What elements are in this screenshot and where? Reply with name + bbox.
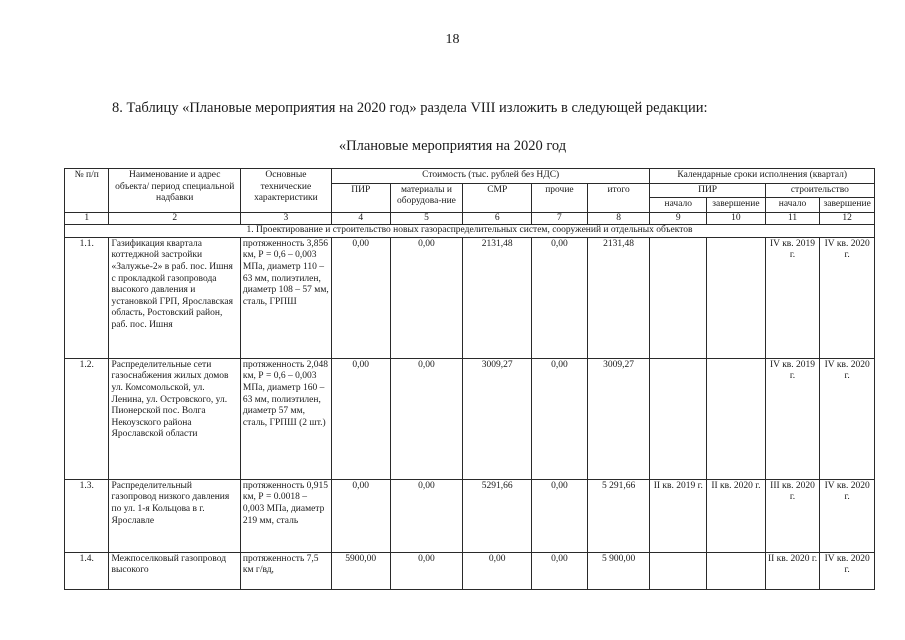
row-pir-end [707, 237, 766, 358]
row-build-start: III кв. 2020 г. [765, 479, 820, 552]
header-schedule-pir: ПИР [650, 183, 765, 198]
row-build-end: IV кв. 2020 г. [820, 479, 875, 552]
col-num: 8 [587, 212, 650, 225]
header-build-end: завершение [820, 198, 875, 213]
col-num: 1 [65, 212, 109, 225]
row-other: 0,00 [532, 358, 588, 479]
header-pir-end: завершение [707, 198, 766, 213]
header-pir: ПИР [331, 183, 390, 212]
header-name: Наименование и адрес объекта/ период специальной надбавки [109, 169, 240, 213]
row-pir-start: II кв. 2019 г. [650, 479, 707, 552]
header-smr: СМР [463, 183, 532, 212]
col-num: 4 [331, 212, 390, 225]
col-num: 9 [650, 212, 707, 225]
header-schedule-build: строительство [765, 183, 874, 198]
row-tech: протяженность 3,856 км, Р = 0,6 – 0,003 МПа, диаметр 110 – 63 мм, полиэтилен, диаметр 108 – 57 мм, сталь, ГРПШ [240, 237, 331, 358]
row-tech: протяженность 7,5 км г/вд, [240, 552, 331, 589]
row-pir: 0,00 [331, 479, 390, 552]
row-no: 1.2. [65, 358, 109, 479]
col-num: 12 [820, 212, 875, 225]
row-other: 0,00 [532, 552, 588, 589]
header-other: прочие [532, 183, 588, 212]
planned-measures-table [64, 168, 875, 590]
table-row [65, 358, 875, 479]
header-tech: Основные технические характеристики [240, 169, 331, 213]
header-build-start: начало [765, 198, 820, 213]
header-pir-start: начало [650, 198, 707, 213]
row-build-start: IV кв. 2019 г. [765, 237, 820, 358]
row-no: 1.4. [65, 552, 109, 589]
row-materials: 0,00 [390, 358, 463, 479]
row-build-start: II кв. 2020 г. [765, 552, 820, 589]
col-num: 7 [532, 212, 588, 225]
row-pir: 5900,00 [331, 552, 390, 589]
row-other: 0,00 [532, 479, 588, 552]
row-pir-start [650, 552, 707, 589]
table-title: «Плановые мероприятия на 2020 год [338, 138, 567, 154]
row-name: Газификация квартала коттеджной застройки «Залужье-2» в раб. пос. Ишня с прокладкой газопровода высокого давления и установкой ГРП, Ярославская область, Ростовский район, раб. пос. Ишня [109, 237, 240, 358]
row-build-end: IV кв. 2020 г. [820, 358, 875, 479]
row-pir-end [707, 552, 766, 589]
row-build-end: IV кв. 2020 г. [820, 237, 875, 358]
row-pir-start [650, 358, 707, 479]
row-materials: 0,00 [390, 552, 463, 589]
row-build-start: IV кв. 2019 г. [765, 358, 820, 479]
instruction-text: 8. Таблицу «Плановые мероприятия на 2020 год» раздела VIII изложить в следующей редакции: [112, 100, 708, 116]
row-pir-end: II кв. 2020 г. [707, 479, 766, 552]
row-tech: протяженность 0,915 км, Р = 0.0018 – 0,003 МПа, диаметр 219 мм, сталь [240, 479, 331, 552]
row-smr: 3009,27 [463, 358, 532, 479]
header-cost-group: Стоимость (тыс. рублей без НДС) [331, 169, 650, 184]
col-num: 5 [390, 212, 463, 225]
column-numbers-row [65, 212, 875, 225]
col-num: 6 [463, 212, 532, 225]
col-num: 2 [109, 212, 240, 225]
row-tech: протяженность 2,048 км, Р = 0,6 – 0,003 МПа, диаметр 160 – 63 мм, полиэтилен, диаметр 57 мм, сталь, ГРПШ (2 шт.) [240, 358, 331, 479]
row-no: 1.1. [65, 237, 109, 358]
row-total: 5 291,66 [587, 479, 650, 552]
row-pir: 0,00 [331, 358, 390, 479]
col-num: 10 [707, 212, 766, 225]
row-smr: 5291,66 [463, 479, 532, 552]
header-materials: материалы и оборудова-ние [390, 183, 463, 212]
section-title: 1. Проектирование и строительство новых газораспределительных систем, сооружений и отдельных объектов [65, 225, 875, 238]
row-total: 5 900,00 [587, 552, 650, 589]
row-name: Распределительный газопровод низкого давления по ул. 1-я Кольцова в г. Ярославле [109, 479, 240, 552]
row-materials: 0,00 [390, 237, 463, 358]
page-number: 18 [445, 32, 460, 47]
table-row [65, 552, 875, 589]
row-name: Распределительные сети газоснабжения жилых домов ул. Комсомольской, ул. Ленина, ул. Островского, ул. Пионерской пос. Волга Некоузского района Ярославской области [109, 358, 240, 479]
row-total: 2131,48 [587, 237, 650, 358]
row-pir-end [707, 358, 766, 479]
col-num: 3 [240, 212, 331, 225]
header-row-1 [65, 169, 875, 184]
table-row [65, 479, 875, 552]
header-no: № п/п [65, 169, 109, 213]
col-num: 11 [765, 212, 820, 225]
header-schedule-group: Календарные сроки исполнения (квартал) [650, 169, 875, 184]
row-materials: 0,00 [390, 479, 463, 552]
row-pir-start [650, 237, 707, 358]
table-row [65, 237, 875, 358]
row-pir: 0,00 [331, 237, 390, 358]
row-smr: 0,00 [463, 552, 532, 589]
row-other: 0,00 [532, 237, 588, 358]
row-smr: 2131,48 [463, 237, 532, 358]
section-row [65, 225, 875, 238]
row-no: 1.3. [65, 479, 109, 552]
header-total: итого [587, 183, 650, 212]
row-build-end: IV кв. 2020 г. [820, 552, 875, 589]
row-total: 3009,27 [587, 358, 650, 479]
row-name: Межпоселковый газопровод высокого [109, 552, 240, 589]
